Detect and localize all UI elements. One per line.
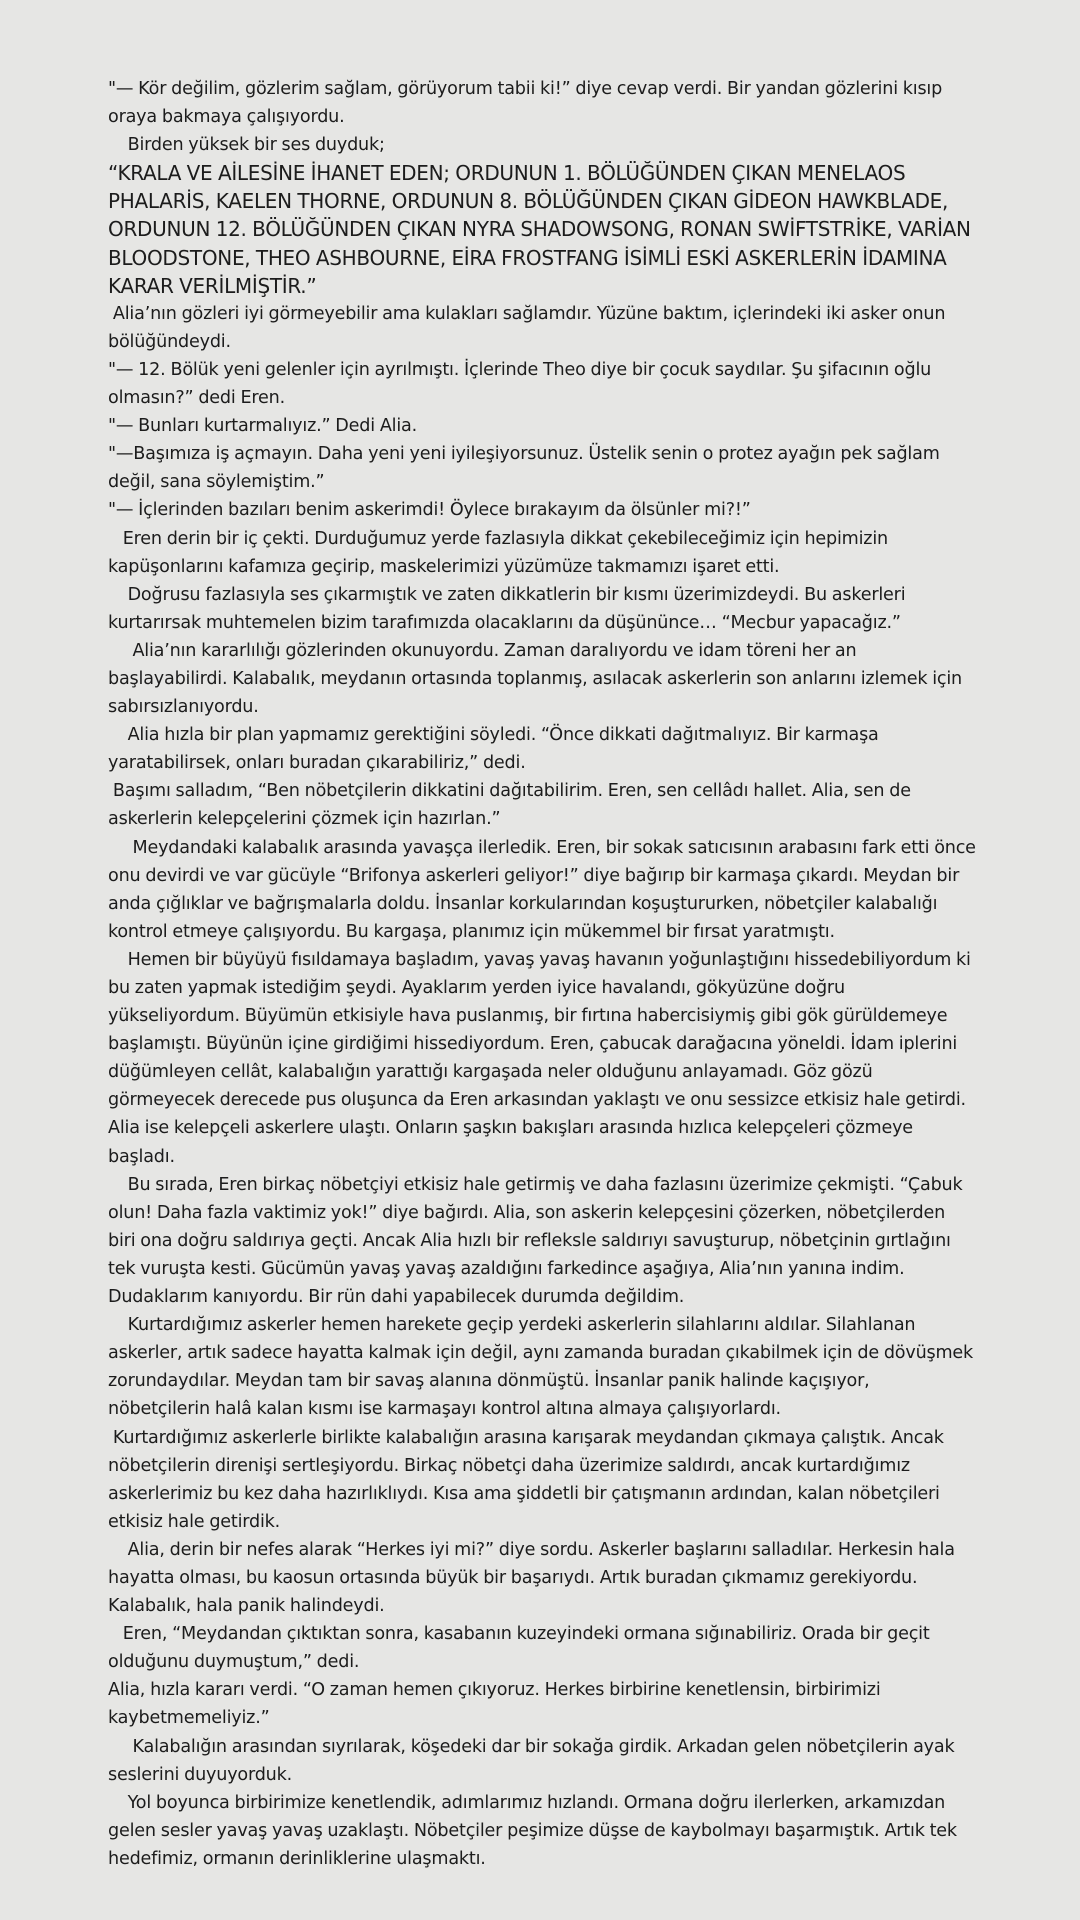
paragraph: "— 12. Bölük yeni gelenler için ayrılmıştı. İçlerinde Theo diye bir çocuk saydılar. Şu şifacının oğlu olmasın?” dedi Eren. [108,359,936,409]
paragraph: Doğrusu fazlasıyla ses çıkarmıştık ve zaten dikkatlerin bir kısmı üzerimizdeydi. Bu askerleri kurtarırsak muhtemelen bizim tarafımızda olacaklarını da düşününce… “Mecbur yapacağız.” [108,584,911,633]
paragraph: "— Kör değilim, gözlerim sağlam, görüyorum tabii ki!” diye cevap verdi. Bir yandan gözlerini kısıp oraya bakmaya çalışıyordu. [108,79,947,128]
paragraph: Alia’nın kararlılığı gözlerinden okunuyordu. Zaman daralıyordu ve idam töreni her an başlayabilirdi. Kalabalık, meydanın ortasında toplanmış, asılacak askerlerin son anlarını izlemek için sabırsızlanıyordu. [108,640,967,718]
paragraph: Başımı salladım, “Ben nöbetçilerin dikkatini dağıtabilirim. Eren, sen cellâdı hallet. Alia, sen de askerlerin kelepçelerini çözmek için hazırlan.” [108,781,916,830]
paragraph: Hemen bir büyüyü fısıldamaya başladım, yavaş yavaş havanın yoğunlaştığını hissedebiliyordum ki bu zaten yapmak istediğim şeydi. Ayaklarım yerden iyice havalandı, gökyüzüne doğru yükseliyordum. Büyümün etkisiyle hava puslanmış, bir fırtına habercisiymiş gibi gök gürüldemeye başlamıştı. Büyünün içine girdiğimi hissediyordum. Eren, çabucak darağacına yöneldi. İdam iplerini düğümleyen cellât, kalabalığın yarattığı kargaşada neler olduğunu anlayamadı. Göz gözü görmeyecek derecede pus oluşunca da Eren arkasından yaklaştı ve onu sessizce etkisiz hale getirdi. Alia ise kelepçeli askerlere ulaştı. Onların şaşkın bakışları arasında hızlıca kelepçeleri çözmeye başladı. [108,949,976,1167]
paragraph: Alia hızla bir plan yapmamız gerektiğini söyledi. “Önce dikkati dağıtmalıyız. Bir karmaşa yaratabilirsek, onları buradan çıkarabiliriz,” dedi. [108,725,884,774]
story-page [108,75,981,1873]
paragraph: Eren derin bir iç çekti. Durduğumuz yerde fazlasıyla dikkat çekebileceğimiz için hepimizin kapüşonlarını kafamıza geçirip, maskelerimizi yüzümüze takmamızı işaret etti. [108,528,893,577]
proclamation-paragraph: “KRALA VE AİLESİNE İHANET EDEN; ORDUNUN 1. BÖLÜĞÜNDEN ÇIKAN MENELAOS PHALARİS, KAELEN THORNE, ORDUNUN 8. BÖLÜĞÜNDEN ÇIKAN GİDEON HAWKBLADE, ORDUNUN 12. BÖLÜĞÜNDEN ÇIKAN NYRA SHADOWSONG, RONAN SWİFTSTRİKE, VARİAN BLOODSTONE, THEO ASHBOURNE, EİRA FROSTFANG İSİMLİ ESKİ ASKERLERİN İDAMINA KARAR VERİLMİŞTİR.” [108,161,977,298]
paragraph: Alia, derin bir nefes alarak “Herkes iyi mi?” diye sordu. Askerler başlarını salladılar. Herkesin hala hayatta olması, bu kaosun ortasında büyük bir başarıydı. Artık buradan çıkmamız gerekiyordu. Kalabalık, hala panik halindeydi. [108,1539,960,1617]
paragraph: Kurtardığımız askerler hemen harekete geçip yerdeki askerlerin silahlarını aldılar. Silahlanan askerler, artık sadece hayatta kalmak için değil, aynı zamanda buradan çıkabilmek için de dövüşmek zorundaydılar. Meydan tam bir savaş alanına dönmüştü. İnsanlar panik halinde kaçışıyor, nöbetçilerin halâ kalan kısmı ise karmaşayı kontrol altına almaya çalışıyorlardı. [108,1315,978,1420]
paragraph: Meydandaki kalabalık arasında yavaşça ilerledik. Eren, bir sokak satıcısının arabasını fark etti önce onu devirdi ve var gücüyle “Brifonya askerleri geliyor!” diye bağırıp bir karmaşa çıkardı. Meydan bir anda çığlıklar ve bağrışmalarla doldu. İnsanlar korkularından koşuştururken, nöbetçiler kalabalığı kontrol etmeye çalışıyordu. Bu kargaşa, planımız için mükemmel bir fırsat yaratmıştı. [108,837,981,942]
paragraph: Yol boyunca birbirimize kenetlendik, adımlarımız hızlandı. Ormana doğru ilerlerken, arkamızdan gelen sesler yavaş yavaş uzaklaştı. Nöbetçiler peşimize düşse de kaybolmayı başarmıştık. Artık tek hedefimiz, ormanın derinliklerine ulaşmaktı. [108,1792,962,1869]
paragraph: "— İçlerinden bazıları benim askerimdi! Öylece bırakayım da ölsünler mi?!” [108,500,751,521]
paragraph: Birden yüksek bir ses duyduk; [108,135,385,156]
paragraph: Kalabalığın arasından sıyrılarak, köşedeki dar bir sokağa girdik. Arkadan gelen nöbetçilerin ayak seslerini duyuyorduk. [108,1736,960,1785]
paragraph: "— Bunları kurtarmalıyız.” Dedi Alia. [108,416,418,437]
paragraph: Alia’nın gözleri iyi görmeyebilir ama kulakları sağlamdır. Yüzüne baktım, içlerindeki iki asker onun bölüğündeydi. [108,303,951,352]
paragraph: Bu sırada, Eren birkaç nöbetçiyi etkisiz hale getirmiş ve daha fazlasını üzerimize çekmişti. “Çabuk olun! Daha fazla vaktimiz yok!” diye bağırdı. Alia, son askerin kelepçesini çözerken, nöbetçilerden biri ona doğru saldırıya geçti. Ancak Alia hızlı bir refleksle saldırıyı savuşturup, nöbetçinin gırtlağını tek vuruşta kesti. Gücümün yavaş yavaş azaldığını farkedince aşağıya, Alia’nın yanına indim. Dudaklarım kanıyordu. Bir rün dahi yapabilecek durumda değildim. [108,1174,968,1308]
paragraph: "—Başımıza iş açmayın. Daha yeni yeni iyileşiyorsunuz. Üstelik senin o protez ayağın pek sağlam değil, sana söylemiştim.” [108,444,945,493]
paragraph: Alia, hızla kararı verdi. “O zaman hemen çıkıyoruz. Herkes birbirine kenetlensin, birbirimizi kaybetmemeliyiz.” [108,1680,886,1729]
paragraph: Eren, “Meydandan çıktıktan sonra, kasabanın kuzeyindeki ormana sığınabiliriz. Orada bir geçit olduğunu duymuştum,” dedi. [108,1624,935,1673]
paragraph: Kurtardığımız askerlerle birlikte kalabalığın arasına karışarak meydandan çıkmaya çalıştık. Ancak nöbetçilerin direnişi sertleşiyordu. Birkaç nöbetçi daha üzerimize saldırdı, ancak kurtardığımız askerlerimiz bu kez daha hazırlıklıydı. Kısa ama şiddetli bir çatışmanın ardından, kalan nöbetçileri etkisiz hale getirdik. [108,1427,949,1532]
